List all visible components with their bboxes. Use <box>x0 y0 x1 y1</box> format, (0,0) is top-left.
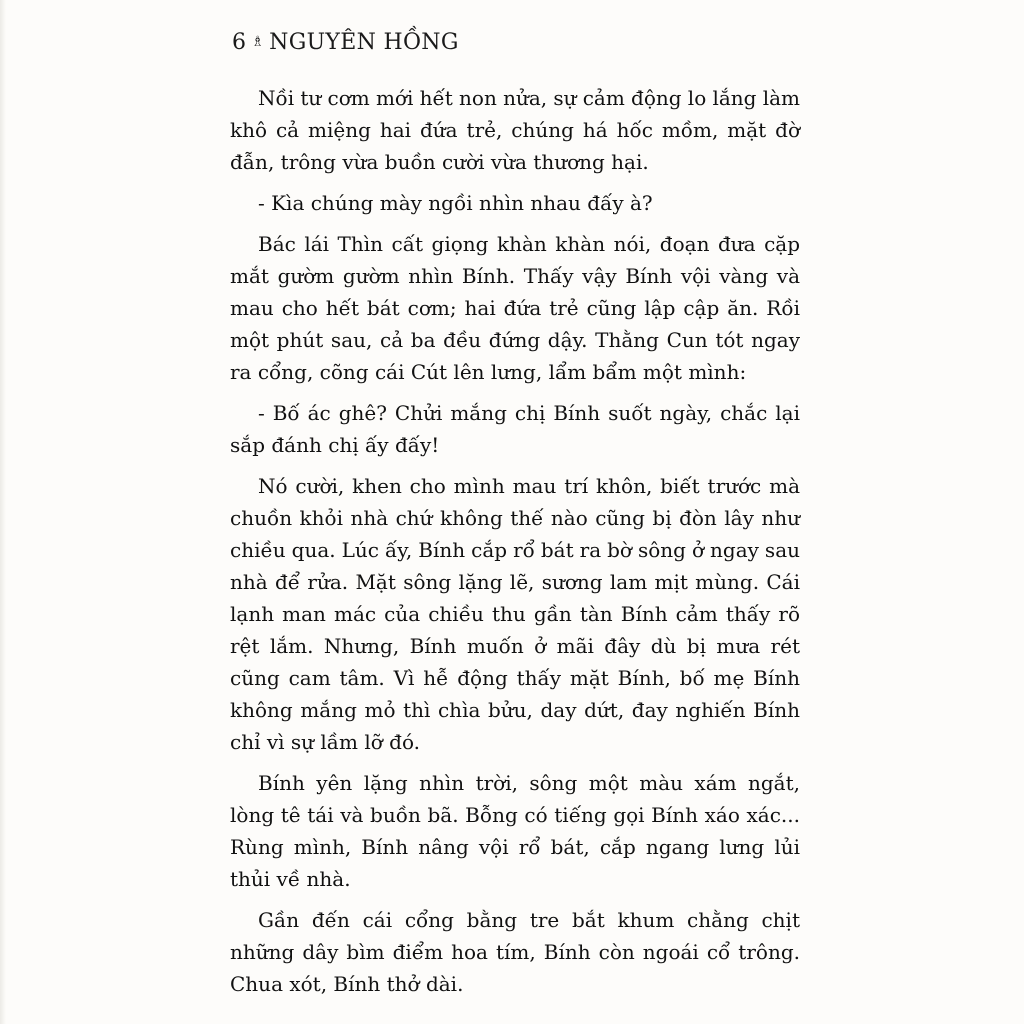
text-line: Gần đến cái cổng bằng tre bắt khum chằng chịt <box>258 908 800 932</box>
text-line: lạnh man mác của chiều thu gần tàn Bính cảm thấy rõ <box>230 602 800 626</box>
text-line: chỉ vì sự lầm lỡ đó. <box>230 730 421 754</box>
text-line: Rùng mình, Bính nâng vội rổ bát, cắp ngang lưng lủi <box>230 835 800 859</box>
body-text <box>230 82 800 1000</box>
paragraph-gap <box>230 219 800 228</box>
text-line: mắt gườm gườm nhìn Bính. Thấy vậy Bính vội vàng và <box>230 264 800 288</box>
paragraph <box>230 904 800 1000</box>
text-line: không mắng mỏ thì chìa bửu, day dứt, đay nghiến Bính <box>230 698 800 722</box>
text-line: Bác lái Thìn cất giọng khàn khàn nói, đoạn đưa cặp <box>258 232 800 256</box>
paragraph-gap <box>230 895 800 904</box>
page-edge-shadow <box>0 0 6 1024</box>
paragraph-gap <box>230 461 800 470</box>
paragraph <box>230 228 800 388</box>
text-line: những dây bìm điểm hoa tím, Bính còn ngoái cổ trông. <box>230 940 800 964</box>
text-line: chuồn khỏi nhà chứ không thế nào cũng bị đòn lây như <box>230 506 800 530</box>
text-line: khô cả miệng hai đứa trẻ, chúng há hốc mồm, mặt đờ <box>230 118 800 142</box>
ornament-icon: ♗ <box>251 33 265 50</box>
text-line: Chua xót, Bính thở dài. <box>230 972 464 996</box>
text-line: rệt lắm. Nhưng, Bính muốn ở mãi đây dù bị mưa rét <box>230 634 800 658</box>
paragraph <box>230 397 800 461</box>
text-line: thủi về nhà. <box>230 867 351 891</box>
author-name: NGUYÊN HỒNG <box>269 30 459 55</box>
text-line: ra cổng, cõng cái Cút lên lưng, lẩm bẩm một mình: <box>230 360 747 384</box>
text-line: một phút sau, cả ba đều đứng dậy. Thằng Cun tót ngay <box>230 328 800 352</box>
text-line: chiều qua. Lúc ấy, Bính cắp rổ bát ra bờ sông ở ngay sau <box>230 538 800 562</box>
paragraph <box>230 767 800 895</box>
text-line: - Kìa chúng mày ngồi nhìn nhau đấy à? <box>258 191 653 215</box>
paragraph-gap <box>230 178 800 187</box>
text-line: Nó cười, khen cho mình mau trí khôn, biết trước mà <box>258 474 800 498</box>
text-line: mau cho hết bát cơm; hai đứa trẻ cũng lập cập ăn. Rồi <box>230 296 800 320</box>
text-line: Nồi tư cơm mới hết non nửa, sự cảm động lo lắng làm <box>258 86 800 110</box>
text-line: nhà để rửa. Mặt sông lặng lẽ, sương lam mịt mùng. Cái <box>230 570 800 594</box>
text-line: đẫn, trông vừa buồn cười vừa thương hại. <box>230 150 649 174</box>
paragraph <box>230 82 800 178</box>
text-line: lòng tê tái và buồn bã. Bỗng có tiếng gọi Bính xáo xác... <box>230 803 800 827</box>
running-header <box>232 30 459 55</box>
paragraph-gap <box>230 758 800 767</box>
paragraph <box>230 187 800 219</box>
text-line: sắp đánh chị ấy đấy! <box>230 433 440 457</box>
paragraph <box>230 470 800 758</box>
text-line: Bính yên lặng nhìn trời, sông một màu xám ngắt, <box>258 771 800 795</box>
paragraph-gap <box>230 388 800 397</box>
page-number: 6 <box>232 30 247 55</box>
text-line: - Bố ác ghê? Chửi mắng chị Bính suốt ngày, chắc lại <box>258 401 800 425</box>
text-line: cũng cam tâm. Vì hễ động thấy mặt Bính, bố mẹ Bính <box>230 666 800 690</box>
